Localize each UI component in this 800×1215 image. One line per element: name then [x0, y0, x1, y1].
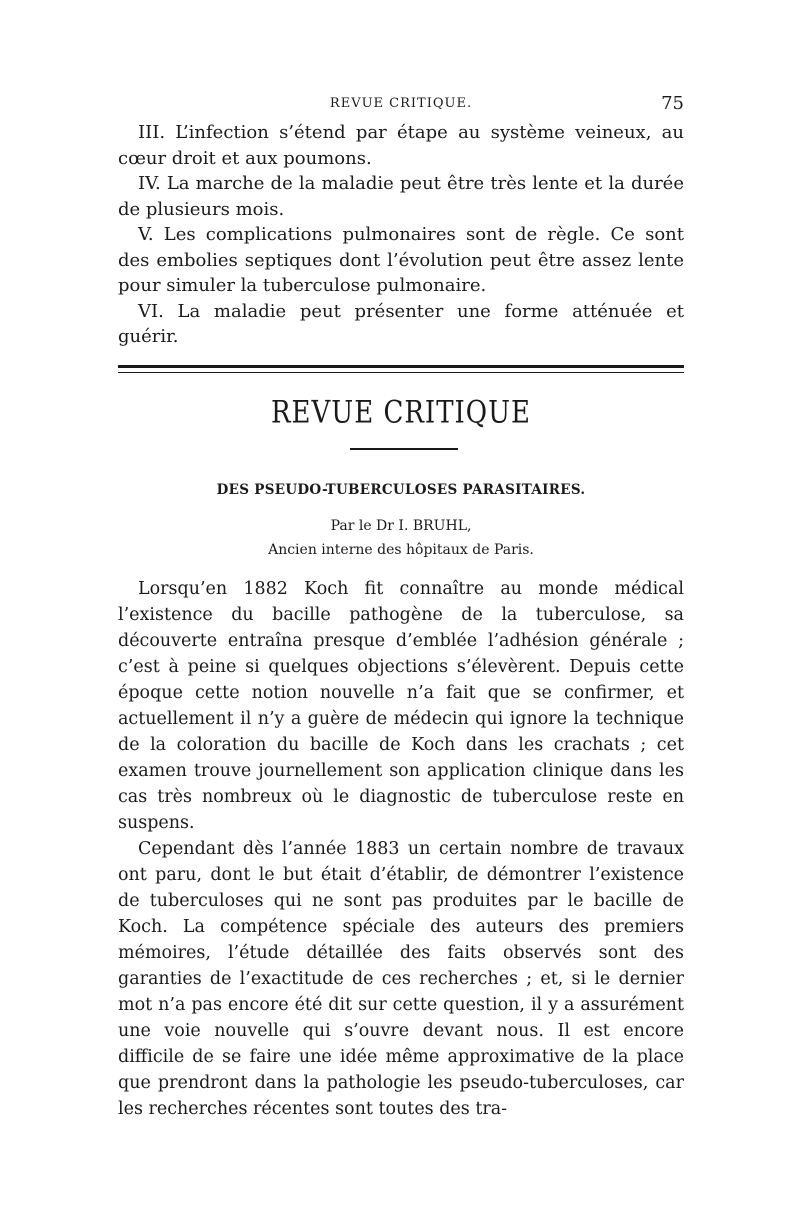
list-item: [118, 299, 684, 350]
author-byline: [118, 514, 684, 562]
list-item-text: III. L’infection s’étend par étape au système veineux, au cœur droit et aux poumons.: [118, 122, 684, 169]
running-header: [118, 93, 684, 120]
list-item-text: VI. La maladie peut présenter une forme atténuée et guérir.: [118, 300, 684, 347]
title-underline: [350, 448, 458, 450]
article-subtitle: DES PSEUDO-TUBERCULOSES PARASITAIRES.: [216, 482, 586, 498]
running-title: REVUE CRITIQUE.: [329, 96, 473, 111]
author-title: Ancien interne des hôpitaux de Paris.: [268, 542, 534, 558]
list-item: [118, 222, 684, 299]
list-item-text: V. Les complications pulmonaires sont de règle. Ce sont des embolies septiques dont l’évolution peut être assez lente pour simuler la tuberculose pulmonaire.: [118, 224, 684, 296]
paragraph: Lorsqu’en 1882 Koch fit connaître au monde médical l’existence du bacille pathogène de la tuberculose, sa découverte entraîna presque d’emblée l’adhésion générale ; c’est à peine si quelques objections s’élevèrent. Depuis cette époque cette notion nouvelle n’a fait que se confirmer, et actuellement il n’y a guère de médecin qui ignore la technique de la coloration du bacille de Koch dans les crachats ; cet examen trouve journellement son application clinique dans les cas très nombreux où le diagnostic de tuberculose reste en suspens.: [118, 579, 684, 833]
list-item: [118, 171, 684, 222]
list-item: [118, 120, 684, 171]
section-divider-thick: [118, 365, 684, 368]
section-title: REVUE CRITIQUE: [270, 395, 532, 431]
article-body: [118, 576, 684, 1122]
paragraph: Cependant dès l’année 1883 un certain nombre de travaux ont paru, dont le but était d’établir, de démontrer l’existence de tuberculoses qui ne sont pas produites par le bacille de Koch. La compétence spéciale des auteurs des premiers mémoires, l’étude détaillée des faits observés sont des garanties de l’exactitude de ces recherches ; et, si le dernier mot n’a pas encore été dit sur cette question, il y a assurément une voie nouvelle qui s’ouvre devant nous. Il est encore difficile de se faire une idée même approximative de la place que prendront dans la pathologie les pseudo-tuberculoses, car les recherches récentes sont toutes des tra-: [118, 839, 684, 1119]
section-divider-thin: [118, 372, 684, 373]
page-number: 75: [661, 93, 684, 114]
author-name: Par le Dr I. BRUHL,: [330, 518, 472, 534]
conclusions-list: [118, 120, 684, 350]
list-item-text: IV. La marche de la maladie peut être très lente et la durée de plusieurs mois.: [118, 173, 684, 220]
